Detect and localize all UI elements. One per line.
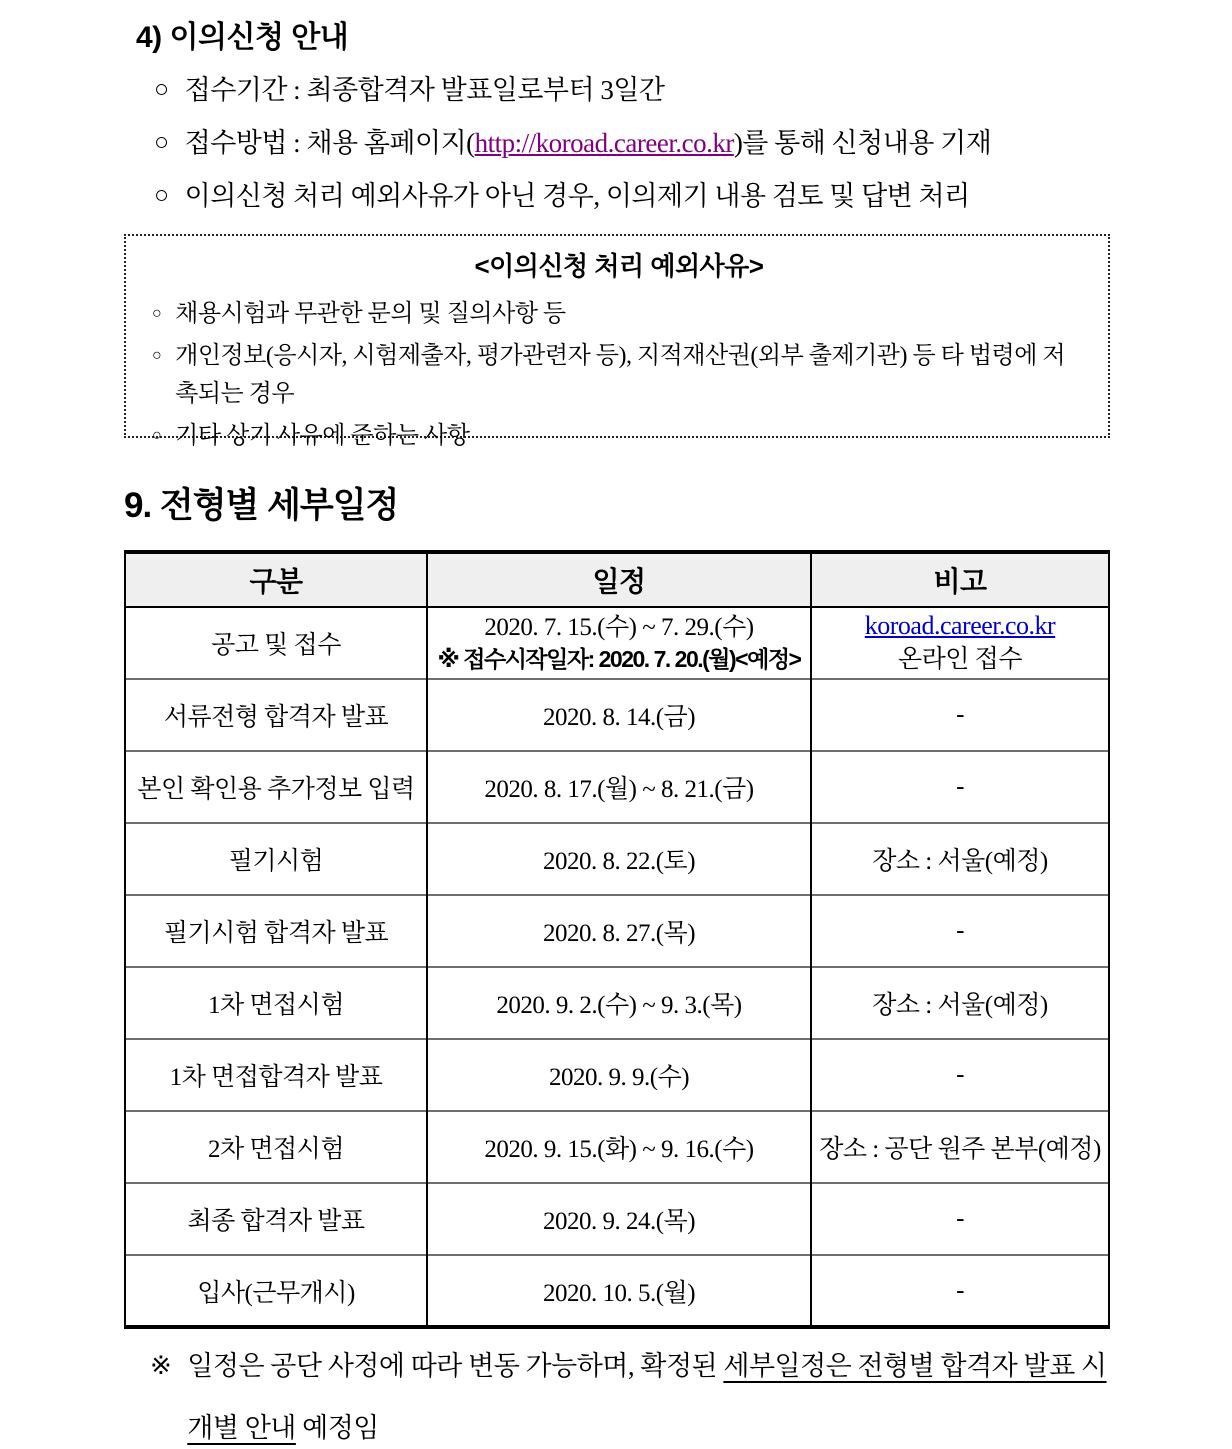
section4-heading: 4) 이의신청 안내 — [136, 21, 349, 54]
cell-note: 장소 : 서울(예정) — [811, 967, 1109, 1039]
cell-schedule: 2020. 8. 27.(목) — [427, 895, 811, 967]
cell-schedule: 2020. 8. 22.(토) — [427, 823, 811, 895]
bullet-receipt-method — [124, 125, 1110, 161]
cell-note: - — [811, 1255, 1109, 1327]
exception-box-title: <이의신청 처리 예외사유> — [474, 251, 764, 281]
cell-note: - — [811, 751, 1109, 823]
exception-item-text: 채용시험과 무관한 문의 및 질의사항 등 — [175, 301, 566, 327]
cell-schedule: 2020. 9. 24.(목) — [427, 1183, 811, 1255]
cell-note: 장소 : 서울(예정) — [811, 823, 1109, 895]
cell-category: 최종 합격자 발표 — [125, 1183, 427, 1255]
cell-category: 서류전형 합격자 발표 — [125, 679, 427, 751]
bullet-receipt-method-text — [185, 125, 992, 161]
bullet-receipt-period-text: 접수기간 : 최종합격자 발표일로부터 3일간 — [184, 75, 665, 105]
schedule-note-bold: ※ 접수시작일자: 2020. 7. 20.(월)<예정> — [437, 646, 801, 672]
circle-bullet-icon: ○ — [154, 182, 169, 209]
cell-category: 입사(근무개시) — [125, 1255, 427, 1327]
footnote-line2 — [187, 1407, 1106, 1449]
cell-note: - — [811, 1183, 1109, 1255]
column-header-note: 비고 — [811, 552, 1109, 607]
table-row-first-interview — [125, 967, 1109, 1039]
table-row-announcement — [125, 607, 1109, 679]
schedule-footnote — [124, 1345, 1110, 1449]
cell-category: 본인 확인용 추가정보 입력 — [125, 751, 427, 823]
circle-bullet-icon: ○ — [154, 129, 169, 156]
cell-note: - — [811, 895, 1109, 967]
table-row-written-exam — [125, 823, 1109, 895]
cell-note: - — [811, 1039, 1109, 1111]
exception-item — [152, 337, 1086, 413]
cell-note: 장소 : 공단 원주 본부(예정) — [811, 1111, 1109, 1183]
footnote-line1-underlined: 세부일정은 전형별 합격자 발표 시 — [723, 1351, 1107, 1381]
exception-item-text: 기타 상기 사유에 준하는 사항 — [175, 423, 470, 449]
table-row-final-pass — [125, 1183, 1109, 1255]
cell-schedule: 2020. 9. 9.(수) — [427, 1039, 811, 1111]
cell-schedule: 2020. 8. 17.(월) ~ 8. 21.(금) — [427, 751, 811, 823]
bullet-objection-handling-text: 이의신청 처리 예외사유가 아닌 경우, 이의제기 내용 검토 및 답변 처리 — [184, 181, 970, 211]
column-header-category: 구분 — [125, 552, 427, 607]
exception-item — [152, 417, 1086, 455]
cell-schedule: 2020. 8. 14.(금) — [427, 679, 811, 751]
cell-schedule: 2020. 9. 15.(화) ~ 9. 16.(수) — [427, 1111, 811, 1183]
exception-item — [152, 295, 1086, 333]
table-row-first-interview-pass — [125, 1039, 1109, 1111]
schedule-main: 2020. 7. 15.(수) ~ 7. 29.(수) — [484, 614, 754, 641]
circle-bullet-icon: ○ — [154, 76, 169, 103]
small-circle-bullet-icon: ○ — [152, 427, 162, 444]
cell-schedule — [427, 607, 811, 679]
cell-category: 필기시험 — [125, 823, 427, 895]
cell-category: 2차 면접시험 — [125, 1111, 427, 1183]
cell-category: 필기시험 합격자 발표 — [125, 895, 427, 967]
cell-schedule: 2020. 9. 2.(수) ~ 9. 3.(목) — [427, 967, 811, 1039]
cell-schedule: 2020. 10. 5.(월) — [427, 1255, 811, 1327]
column-header-schedule: 일정 — [427, 552, 811, 607]
table-row-employment-start — [125, 1255, 1109, 1327]
small-circle-bullet-icon: ○ — [152, 305, 162, 322]
cell-category: 1차 면접합격자 발표 — [125, 1039, 427, 1111]
table-row-second-interview — [125, 1111, 1109, 1183]
bullet-receipt-period — [124, 72, 1110, 108]
schedule-header-row — [125, 552, 1109, 607]
small-circle-bullet-icon: ○ — [152, 347, 162, 364]
footnote-line2-suffix: 예정임 — [295, 1413, 379, 1443]
exception-item-text: 개인정보(응시자, 시험제출자, 평가관련자 등), 지적재산권(외부 출제기관) 등 타 법령에 저촉되는 경우 — [175, 343, 1066, 407]
online-receipt-label: 온라인 접수 — [897, 646, 1022, 673]
receipt-method-prefix: 접수방법 : 채용 홈페이지( — [184, 128, 475, 158]
footnote-line1-prefix: 일정은 공단 사정에 따라 변동 가능하며, 확정된 — [187, 1351, 724, 1381]
cell-category: 1차 면접시험 — [125, 967, 427, 1039]
receipt-method-suffix: )를 통해 신청내용 기재 — [733, 128, 992, 158]
footnote-text — [187, 1345, 1106, 1449]
table-row-document-pass — [125, 679, 1109, 751]
reference-mark-icon: ※ — [150, 1351, 172, 1380]
bullet-objection-handling — [124, 178, 1110, 214]
application-homepage-link[interactable]: http://koroad.career.co.kr — [474, 128, 734, 158]
cell-note — [811, 607, 1109, 679]
table-row-extra-info — [125, 751, 1109, 823]
table-row-written-pass — [125, 895, 1109, 967]
cell-category: 공고 및 접수 — [125, 607, 427, 679]
section9-heading: 9. 전형별 세부일정 — [124, 486, 399, 525]
footnote-line2-underlined: 개별 안내 — [187, 1413, 296, 1443]
cell-note: - — [811, 679, 1109, 751]
exception-reasons-box — [124, 234, 1110, 449]
schedule-table — [124, 550, 1110, 1329]
career-site-link[interactable]: koroad.career.co.kr — [864, 611, 1056, 640]
